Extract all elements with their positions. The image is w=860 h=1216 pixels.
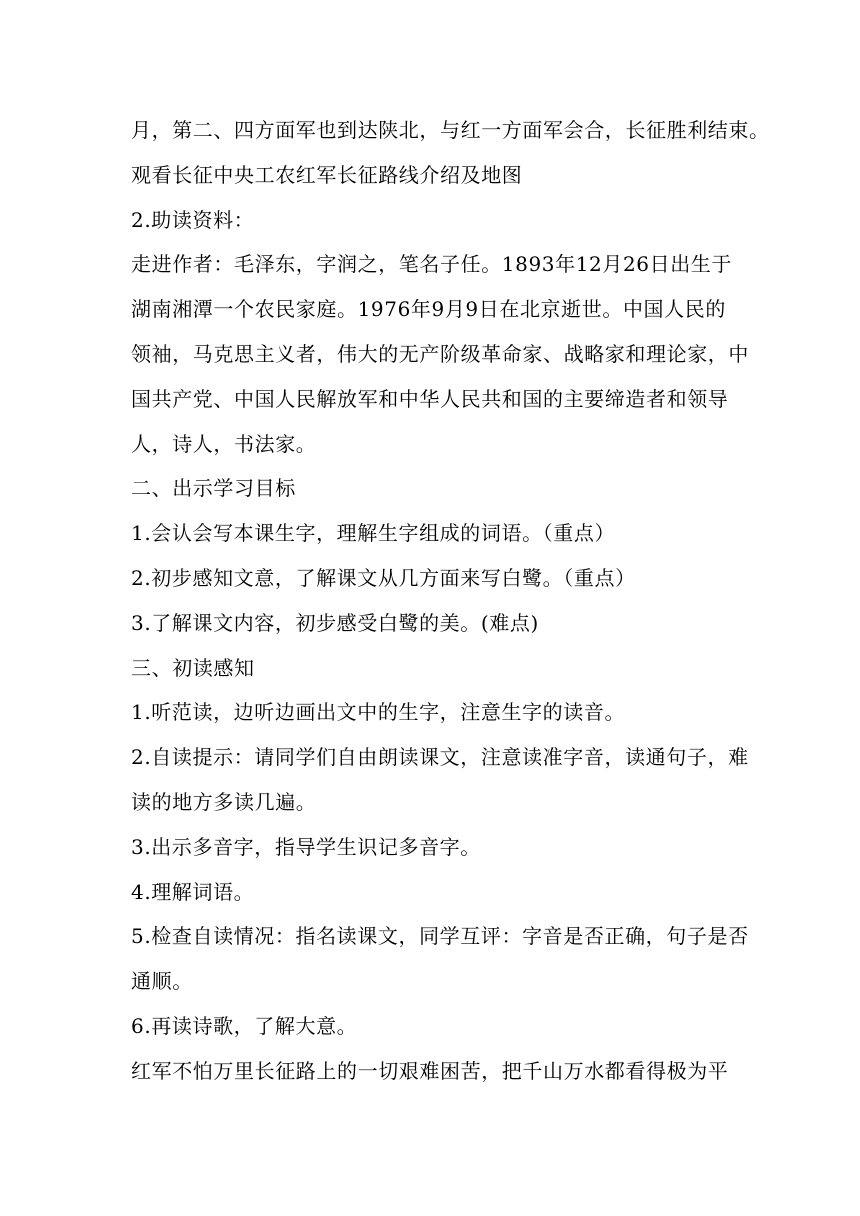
text-line: 月，第二、四方面军也到达陕北，与红一方面军会合，长征胜利结束。 (131, 118, 770, 142)
text-line: 红军不怕万里长征路上的一切艰难困苦，把千山万水都看得极为平 (131, 1058, 729, 1083)
section-heading: 三、初读感知 (131, 655, 255, 680)
list-item: 1.会认会写本课生字，理解生字组成的词语。（重点） (131, 521, 616, 546)
list-item: 2.初步感知文意，了解课文从几方面来写白鹭。（重点） (131, 565, 636, 590)
text-line: 湖南湘潭一个农民家庭。1976年9月9日在北京逝世。中国人民的 (131, 297, 726, 322)
section-heading: 2.助读资料： (131, 207, 255, 232)
document-body (131, 108, 770, 1094)
list-item: 1.听范读，边听边画出文中的生字，注意生字的读音。 (131, 700, 626, 725)
text-line: 走进作者：毛泽东，字润之，笔名子任。1893年12月26日出生于 (131, 252, 732, 277)
list-item: 4.理解词语。 (131, 879, 255, 904)
list-item: 3.出示多音字，指导学生识记多音字。 (131, 834, 481, 859)
list-item: 5.检查自读情况：指名读课文，同学互评：字音是否正确，句子是否 (131, 924, 749, 949)
list-item: 3.了解课文内容，初步感受白鹭的美。(难点) (131, 610, 539, 635)
text-line: 读的地方多读几遍。 (131, 789, 317, 814)
list-item: 6.再读诗歌，了解大意。 (131, 1013, 358, 1038)
list-item: 2.自读提示：请同学们自由朗读课文，注意读准字音，读通句子，难 (131, 745, 749, 770)
text-line: 人，诗人，书法家。 (131, 431, 317, 456)
text-line: 通顺。 (131, 969, 193, 994)
section-heading: 二、出示学习目标 (131, 476, 296, 501)
text-line: 国共产党、中国人民解放军和中华人民共和国的主要缔造者和领导 (131, 386, 729, 411)
text-line: 领袖，马克思主义者，伟大的无产阶级革命家、战略家和理论家，中 (131, 341, 749, 366)
text-line: 观看长征中央工农红军长征路线介绍及地图 (131, 162, 523, 187)
